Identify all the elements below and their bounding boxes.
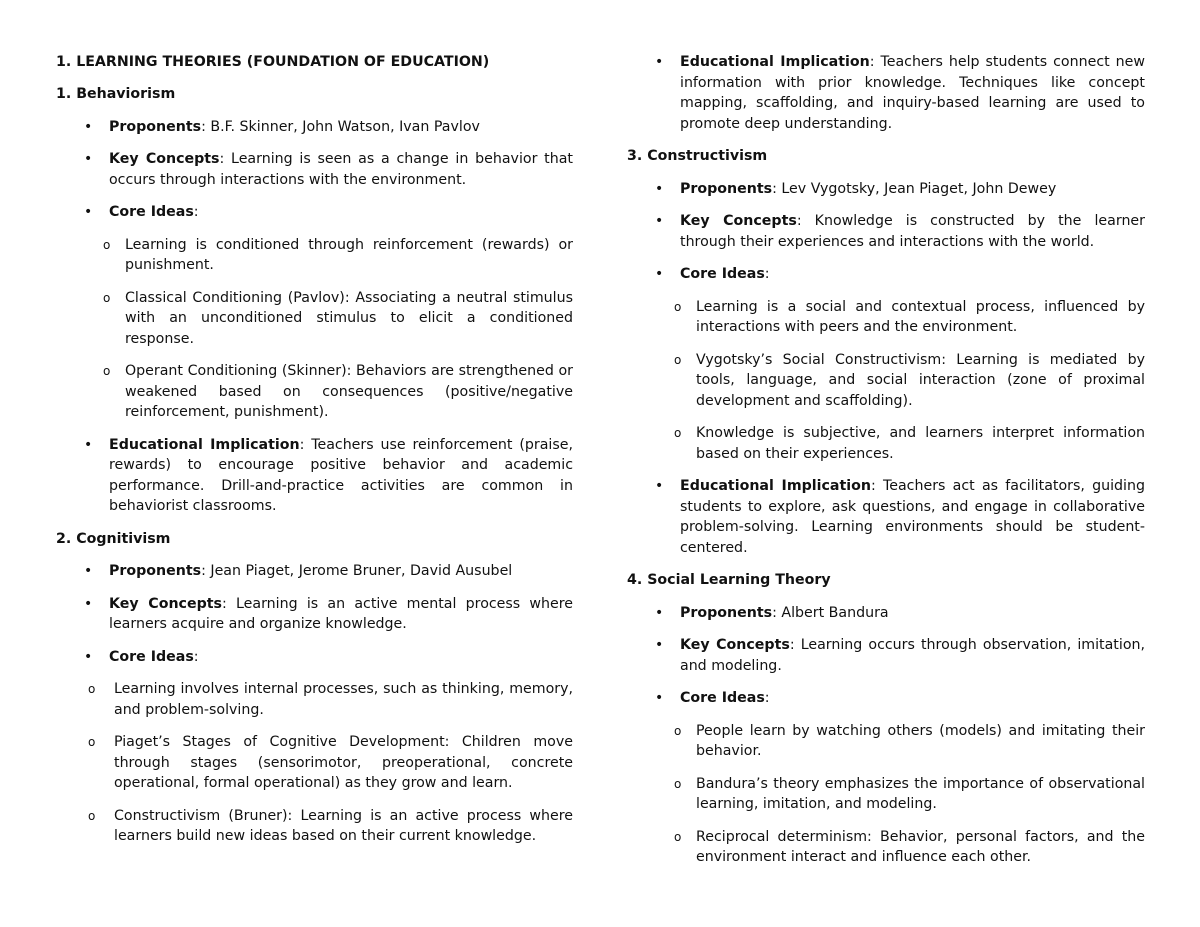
proponents-text: : Lev Vygotsky, Jean Piaget, John Dewey: [772, 180, 1057, 197]
core-ideas-label: Core Ideas: [680, 690, 765, 706]
key-concepts-text: : Learning is seen as a change in behavior that occurs through interactions with the environment.: [109, 151, 573, 188]
section-title-behaviorism: 1. Behaviorism: [56, 86, 176, 102]
proponents-label: Proponents: [680, 180, 773, 197]
educational-implication-label: Educational Implication: [680, 54, 870, 70]
social-learning-list: [627, 603, 1145, 868]
educational-implication-text: : Teachers help students connect new information with prior knowledge. Techniques like concept mapping, scaffolding, and inquiry-based learning are used to promote deep understanding.: [680, 54, 1145, 132]
circle-bullet-icon: o: [674, 829, 682, 844]
sub-item-text: Vygotsky’s Social Constructivism: Learning is mediated by tools, language, and social interaction (zone of proximal development and scaffolding).: [696, 351, 1145, 409]
bullet-dot-icon: •: [655, 637, 664, 653]
sub-item-text: Bandura’s theory emphasizes the importance of observational learning, imitation, and modeling.: [696, 775, 1145, 812]
key-concepts-label: Key Concepts: [109, 595, 222, 612]
left-column: [56, 52, 573, 859]
bullet-dot-icon: •: [655, 690, 664, 706]
cognitivism-core-ideas: [56, 647, 573, 847]
bullet-dot-icon: •: [84, 436, 93, 453]
cognitivism-key-concepts: [56, 594, 573, 635]
bullet-dot-icon: •: [84, 118, 93, 135]
proponents-label: Proponents: [109, 563, 202, 579]
core-ideas-suffix: :: [764, 690, 770, 706]
key-concepts-label: Key Concepts: [680, 213, 797, 229]
sub-item-text: Constructivism (Bruner): Learning is an active process where learners build new ideas based on their current knowledge.: [114, 807, 573, 844]
core-ideas-label: Core Ideas: [109, 204, 194, 220]
core-ideas-label: Core Ideas: [680, 266, 765, 282]
proponents-label: Proponents: [109, 118, 202, 135]
sub-list-item: [56, 806, 573, 847]
behaviorism-core-ideas-list: [103, 235, 573, 423]
sub-list-item: [103, 288, 573, 350]
bullet-dot-icon: •: [84, 151, 93, 167]
educational-implication-label: Educational Implication: [109, 436, 300, 453]
proponents-label: Proponents: [680, 604, 773, 621]
right-column: [627, 52, 1145, 880]
cognitivism-list: [56, 561, 573, 847]
educational-implication-label: Educational Implication: [680, 478, 871, 494]
section-title-cognitivism: 2. Cognitivism: [56, 530, 171, 547]
behaviorism-proponents: [56, 117, 573, 138]
proponents-text: : Albert Bandura: [772, 604, 889, 621]
circle-bullet-icon: o: [88, 735, 96, 749]
key-concepts-label: Key Concepts: [680, 637, 790, 653]
behaviorism-key-concepts: [56, 149, 573, 190]
cognitivism-proponents: [56, 561, 573, 582]
bullet-dot-icon: •: [655, 180, 664, 197]
bullet-dot-icon: •: [655, 54, 664, 70]
social-proponents: [627, 603, 1145, 624]
constructivism-core-ideas: [627, 264, 1145, 464]
circle-bullet-icon: o: [674, 723, 682, 738]
circle-bullet-icon: o: [103, 237, 111, 252]
core-ideas-suffix: :: [193, 204, 199, 220]
sub-item-text: Learning involves internal processes, such as thinking, memory, and problem-solving.: [114, 681, 573, 718]
circle-bullet-icon: o: [674, 299, 682, 314]
educational-implication-text: : Teachers use reinforcement (praise, rewards) to encourage positive behavior and academic performance. Drill-and-practice activities are common in behaviorist classrooms.: [109, 436, 573, 514]
circle-bullet-icon: o: [674, 776, 682, 791]
sub-item-text: Operant Conditioning (Skinner): Behaviors are strengthened or weakened based on consequences (positive/negative reinforcement, punishment).: [125, 363, 573, 420]
behaviorism-educational-implication: [56, 435, 573, 517]
sub-list-item: [103, 235, 573, 276]
behaviorism-core-ideas: [56, 202, 573, 423]
sub-item-text: Reciprocal determinism: Behavior, personal factors, and the environment interact and influence each other.: [696, 828, 1145, 865]
sub-list-item: [674, 827, 1145, 868]
sub-item-text: Knowledge is subjective, and learners interpret information based on their experiences.: [696, 425, 1145, 462]
bullet-dot-icon: •: [84, 595, 93, 612]
social-core-ideas: [627, 688, 1145, 868]
circle-bullet-icon: o: [88, 682, 96, 696]
key-concepts-text: : Learning is an active mental process where learners acquire and organize knowledge.: [109, 595, 573, 632]
bullet-dot-icon: •: [655, 604, 664, 621]
sub-item-text: Learning is conditioned through reinforcement (rewards) or punishment.: [125, 236, 573, 273]
bullet-dot-icon: •: [655, 213, 664, 229]
sub-list-item: [103, 361, 573, 423]
proponents-text: : Jean Piaget, Jerome Bruner, David Ausubel: [201, 563, 513, 579]
bullet-dot-icon: •: [84, 648, 93, 665]
cognitivism-list-continued: [627, 52, 1145, 134]
constructivism-key-concepts: [627, 211, 1145, 252]
document-title: 1. LEARNING THEORIES (FOUNDATION OF EDUCATION): [56, 54, 490, 70]
sub-list-item: [674, 774, 1145, 815]
core-ideas-label: Core Ideas: [109, 648, 194, 665]
constructivism-list: [627, 179, 1145, 559]
key-concepts-label: Key Concepts: [109, 151, 220, 167]
constructivism-proponents: [627, 179, 1145, 200]
sub-list-item: [674, 423, 1145, 464]
sub-list-item: [674, 297, 1145, 338]
sub-item-text: People learn by watching others (models) and imitating their behavior.: [696, 722, 1145, 759]
bullet-dot-icon: •: [84, 204, 93, 220]
cognitivism-core-ideas-list: [56, 679, 573, 847]
sub-item-text: Piaget’s Stages of Cognitive Development: Children move through stages (sensorimotor, preoperational, concrete operational, formal operational) as they grow and learn.: [114, 734, 573, 791]
circle-bullet-icon: o: [103, 364, 111, 378]
sub-list-item: [674, 721, 1145, 762]
proponents-text: : B.F. Skinner, John Watson, Ivan Pavlov: [201, 118, 480, 135]
bullet-dot-icon: •: [655, 266, 664, 282]
core-ideas-suffix: :: [193, 648, 199, 665]
social-core-ideas-list: [674, 721, 1145, 868]
circle-bullet-icon: o: [674, 426, 682, 440]
sub-item-text: Learning is a social and contextual process, influenced by interactions with peers and the environment.: [696, 298, 1145, 335]
sub-list-item: [674, 350, 1145, 412]
circle-bullet-icon: o: [103, 290, 111, 305]
sub-list-item: [56, 732, 573, 794]
circle-bullet-icon: o: [88, 808, 96, 823]
core-ideas-suffix: :: [764, 266, 770, 282]
sub-item-text: Classical Conditioning (Pavlov): Associating a neutral stimulus with an unconditioned stimulus to elicit a conditioned response.: [125, 289, 573, 347]
behaviorism-list: [56, 117, 573, 517]
sub-list-item: [56, 679, 573, 720]
social-key-concepts: [627, 635, 1145, 676]
key-concepts-text: : Learning occurs through observation, imitation, and modeling.: [680, 637, 1145, 674]
circle-bullet-icon: o: [674, 352, 682, 367]
section-title-constructivism: 3. Constructivism: [627, 148, 768, 164]
educational-implication-text: : Teachers act as facilitators, guiding students to explore, ask questions, and engage in collaborative problem-solving. Learning environments should be student-centered.: [680, 478, 1145, 556]
constructivism-core-ideas-list: [674, 297, 1145, 465]
constructivism-educational-implication: [627, 476, 1145, 558]
key-concepts-text: : Knowledge is constructed by the learner through their experiences and interactions with the world.: [680, 213, 1145, 250]
bullet-dot-icon: •: [655, 478, 664, 494]
bullet-dot-icon: •: [84, 563, 93, 579]
cognitivism-educational-implication: [627, 52, 1145, 134]
section-title-social-learning: 4. Social Learning Theory: [627, 572, 831, 588]
